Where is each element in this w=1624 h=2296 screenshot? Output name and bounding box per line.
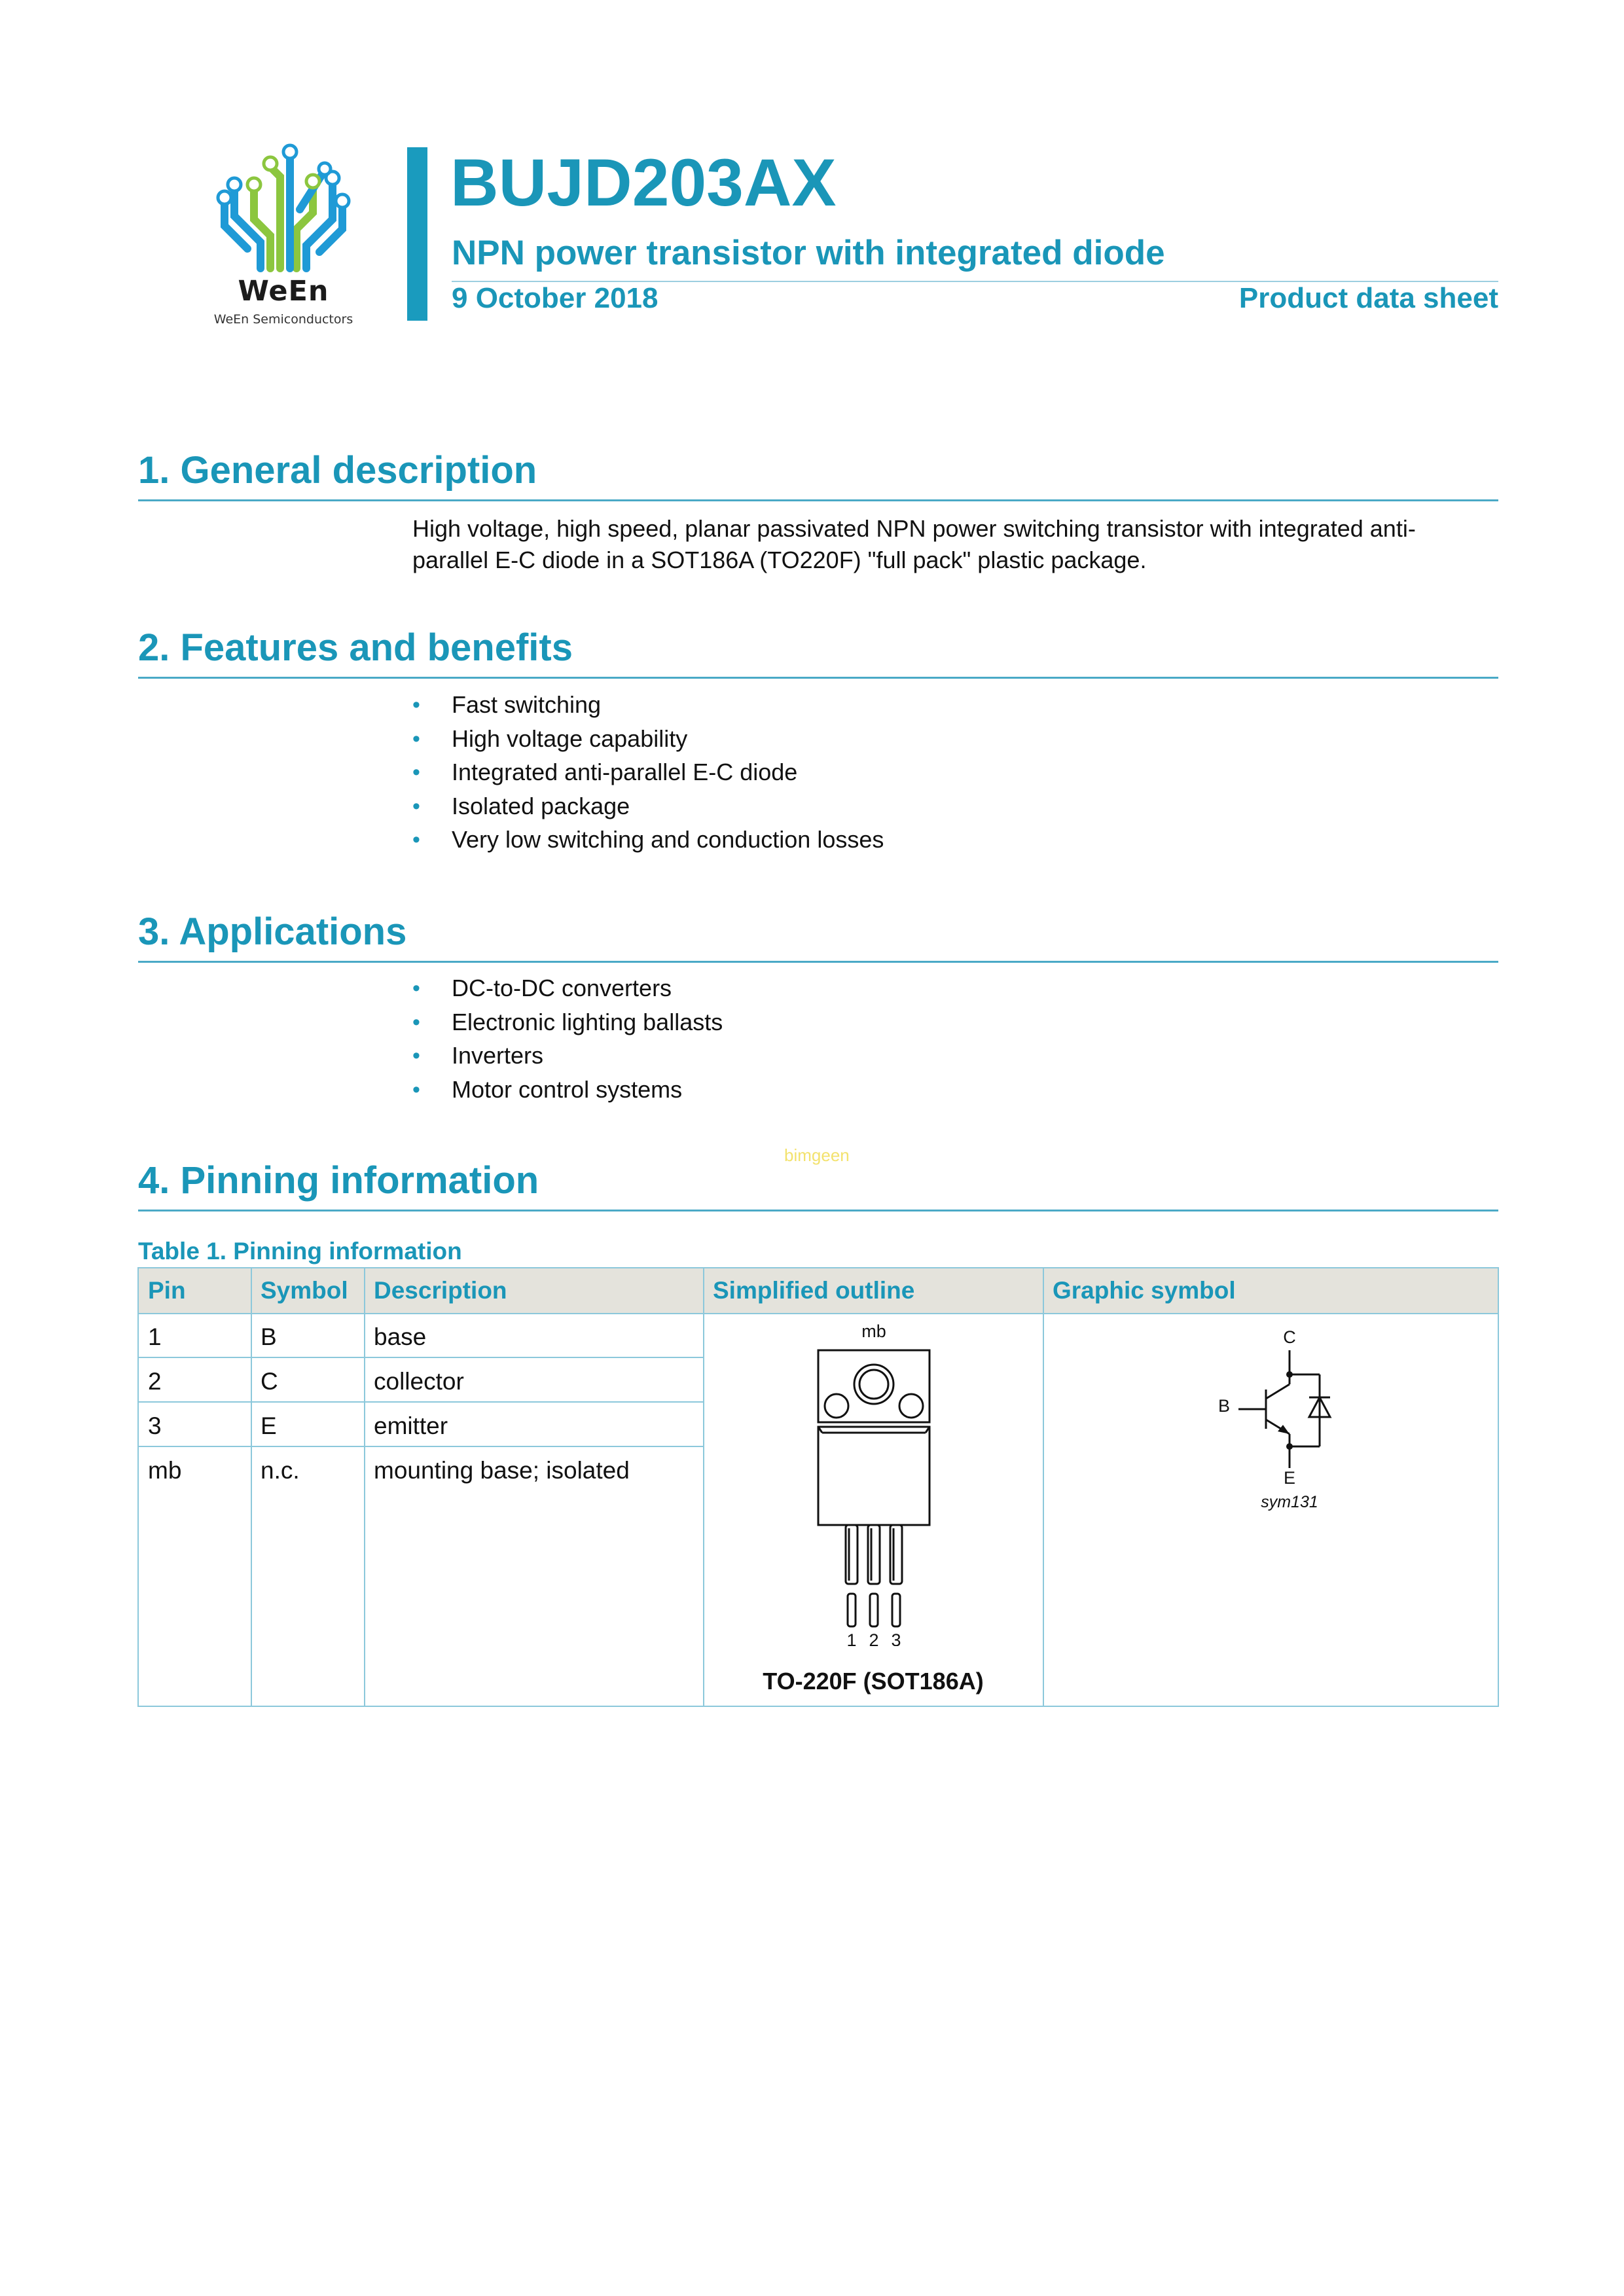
section-heading-applications: 3. Applications [138,910,407,953]
column-header-simplified-outline: Simplified outline [713,1277,915,1304]
table-cell-symbol: C [261,1368,278,1395]
list-item [412,691,884,725]
outline-pin-label: 2 [869,1630,879,1646]
section-heading-features: 2. Features and benefits [138,626,573,669]
bullet-icon: • [412,827,420,852]
features-list [412,691,884,859]
symbol-collector-label: C [1283,1327,1296,1347]
table-grid-line [703,1268,704,1706]
general-description-text [412,513,1416,576]
list-item-text: Fast switching [452,691,602,718]
symbol-base-label: B [1218,1396,1231,1416]
bullet-icon: • [412,692,420,717]
transistor-diode-symbol [1204,1319,1362,1515]
bullet-icon: • [412,726,420,751]
symbol-emitter-label: E [1283,1468,1296,1488]
watermark: bimgeen [784,1145,850,1165]
table-grid-line [139,1401,704,1403]
list-item [412,1075,723,1109]
symbol-reference: sym131 [1261,1493,1318,1511]
applications-list [412,974,723,1109]
table-grid-line [251,1268,252,1706]
outline-pin-label: 1 [846,1630,857,1646]
logo-subtitle: WeEn Semiconductors [213,312,353,327]
package-outline-drawing [772,1319,975,1646]
list-item-text: High voltage capability [452,725,688,752]
list-item-text: Isolated package [452,792,630,819]
bullet-icon: • [412,1009,420,1035]
general-description-line: High voltage, high speed, planar passivated NPN power switching transistor with integrated anti- [412,515,1416,542]
table-cell-description: collector [374,1368,464,1395]
list-item-text: Very low switching and conduction losses [452,826,884,853]
section-divider [138,499,1498,501]
column-header-pin: Pin [148,1277,186,1304]
list-item [412,1008,723,1042]
column-header-graphic-symbol: Graphic symbol [1053,1277,1236,1304]
table-header-row [139,1268,1498,1314]
section-heading-pinning: 4. Pinning information [138,1159,539,1202]
table-grid-line [1043,1268,1044,1706]
bullet-icon: • [412,1077,420,1102]
table-cell-symbol: E [261,1412,277,1439]
list-item-text: Inverters [452,1042,544,1069]
list-item [412,974,723,1008]
list-item-text: DC-to-DC converters [452,975,672,1001]
document-date: 9 October 2018 [452,282,659,314]
table-caption: Table 1. Pinning information [138,1238,462,1265]
outline-pin-label: 3 [891,1630,901,1646]
document-title: BUJD203AX [450,145,837,220]
list-item [412,1041,723,1075]
list-item-text: Motor control systems [452,1075,683,1103]
table-grid-line [139,1357,704,1358]
table-cell-pin: 2 [148,1368,162,1395]
table-cell-pin: 1 [148,1323,162,1350]
table-grid-line [139,1446,704,1447]
bullet-icon: • [412,760,420,785]
list-item-text: Integrated anti-parallel E-C diode [452,759,798,785]
section-divider [138,961,1498,963]
table-cell-pin: mb [148,1457,182,1484]
list-item [412,825,884,859]
bullet-icon: • [412,976,420,1001]
column-header-symbol: Symbol [261,1277,348,1304]
table-cell-symbol: n.c. [261,1457,300,1484]
package-label: TO-220F (SOT186A) [763,1668,984,1695]
title-accent-bar [407,147,427,321]
table-cell-description: emitter [374,1412,448,1439]
table-cell-description: mounting base; isolated [374,1457,630,1484]
column-header-description: Description [374,1277,507,1304]
list-item [412,725,884,759]
logo-name: WeEn [238,275,329,308]
section-divider [138,1210,1498,1211]
table-cell-pin: 3 [148,1412,162,1439]
bullet-icon: • [412,1043,420,1068]
bullet-icon: • [412,793,420,819]
table-cell-description: base [374,1323,427,1350]
list-item-text: Electronic lighting ballasts [452,1008,723,1035]
general-description-line: parallel E-C diode in a SOT186A (TO220F) "full pack" plastic package. [412,547,1147,573]
list-item [412,792,884,826]
list-item [412,758,884,792]
outline-mb-label: mb [861,1321,886,1341]
document-subtitle: NPN power transistor with integrated diode [452,234,1165,272]
table-grid-line [364,1268,365,1706]
section-divider [138,677,1498,679]
document-type: Product data sheet [1238,282,1498,314]
table-cell-symbol: B [261,1323,277,1350]
section-heading-general-description: 1. General description [138,449,537,492]
